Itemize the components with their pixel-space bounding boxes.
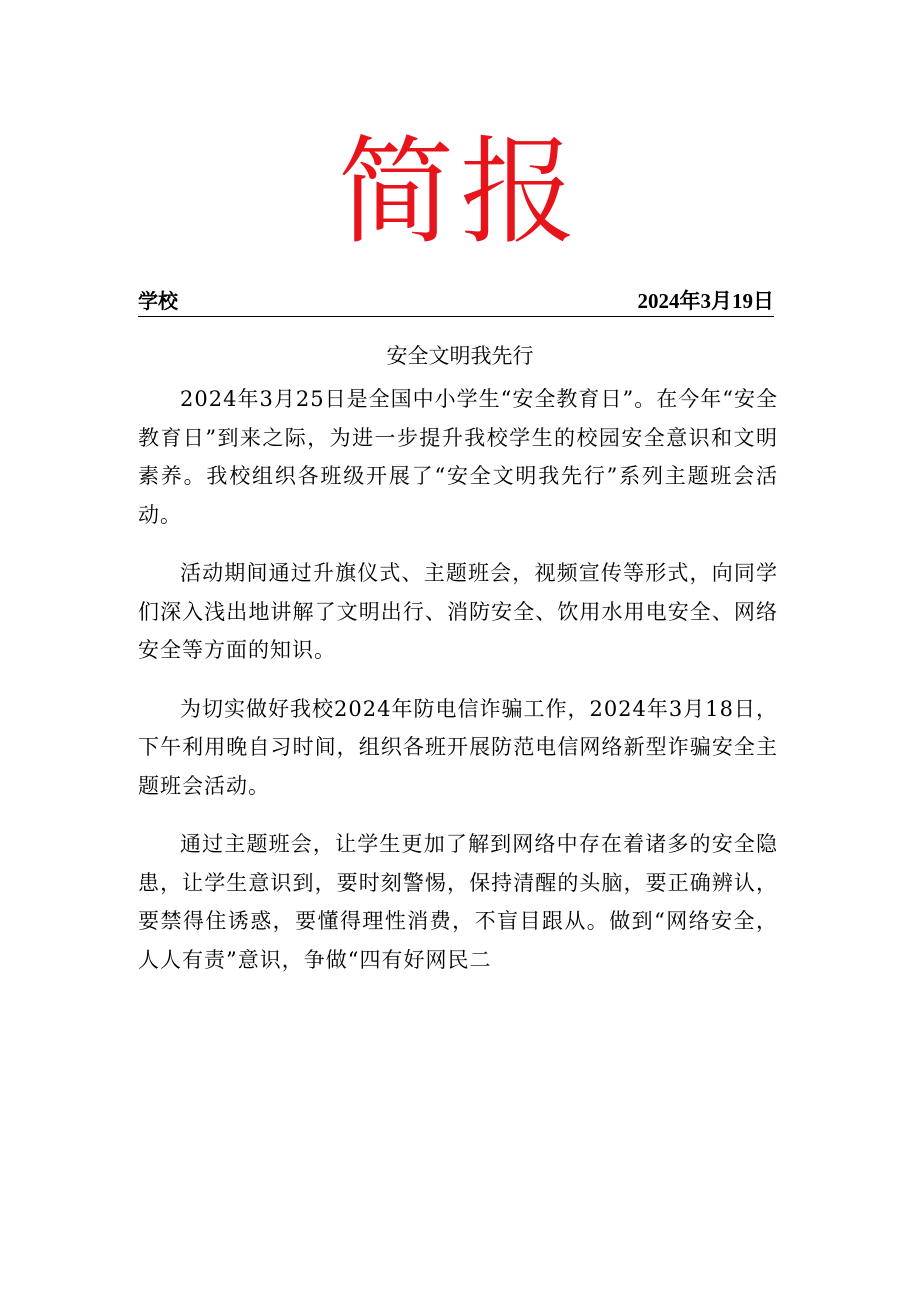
issue-date: 2024年3月19日 bbox=[637, 289, 774, 313]
paragraph: 为切实做好我校2024年防电信诈骗工作，2024年3月18日，下午利用晚自习时间，组织各班开展防范电信网络新型诈骗安全主题班会活动。 bbox=[138, 696, 778, 798]
article-body bbox=[138, 380, 778, 999]
paragraph: 通过主题班会，让学生更加了解到网络中存在着诸多的安全隐患，让学生意识到，要时刻警惕，保持清醒的头脑，要正确辨认，要禁得住诱惑，要懂得理性消费，不盲目跟从。做到“网络安全，人人有责”意识，争做“四有好网民二 bbox=[138, 832, 778, 972]
header-row bbox=[138, 286, 774, 317]
article-title: 安全文明我先行 bbox=[386, 344, 534, 368]
paragraph: 活动期间通过升旗仪式、主题班会，视频宣传等形式，向同学们深入浅出地讲解了文明出行、消防安全、饮用水用电安全、网络安全等方面的知识。 bbox=[138, 561, 778, 662]
paragraph: 2024年3月25日是全国中小学生“安全教育日”。在今年“安全教育日”到来之际，为进一步提升我校学生的校园安全意识和文明素养。我校组织各班级开展了“安全文明我先行”系列主题班会活动。 bbox=[138, 387, 778, 527]
masthead-title: 简报 bbox=[338, 125, 582, 260]
school-label: 学校 bbox=[138, 289, 178, 313]
